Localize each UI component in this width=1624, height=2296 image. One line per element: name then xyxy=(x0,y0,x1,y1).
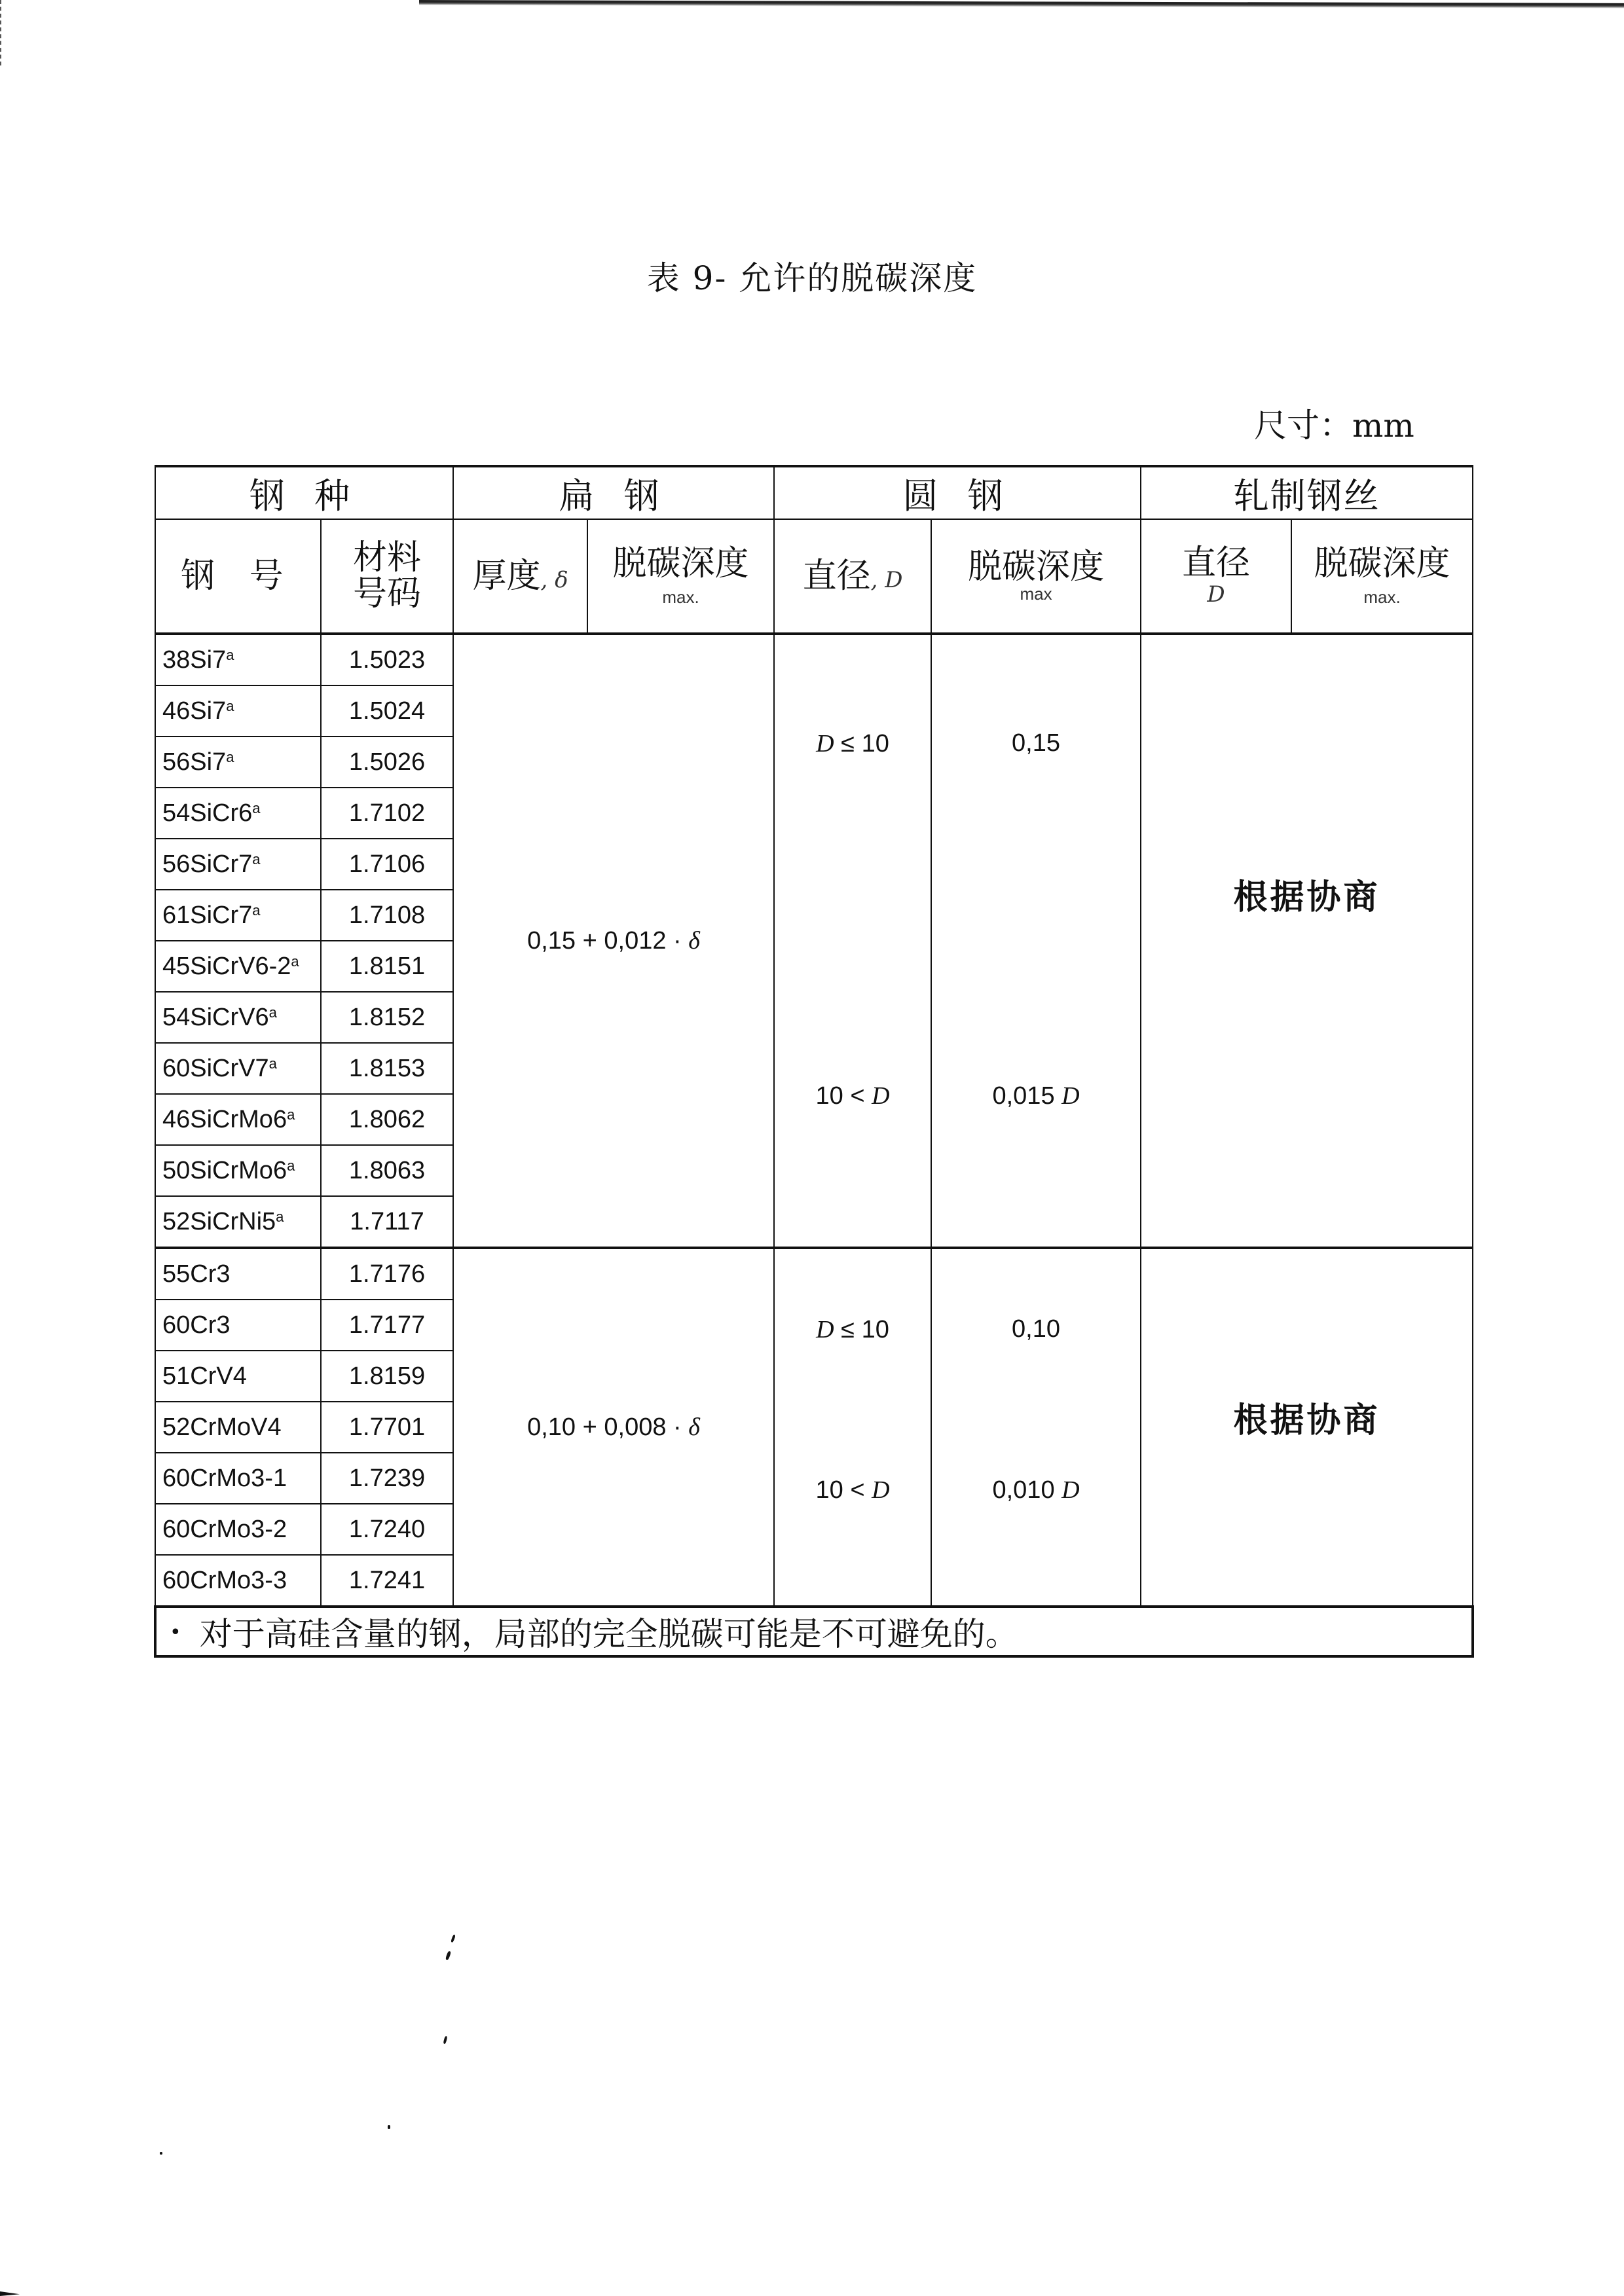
round-diameter-stack xyxy=(775,642,931,1239)
scan-speck xyxy=(451,1935,456,1943)
header-steel-name-label: 钢 号 xyxy=(181,556,295,596)
round-depth-value: 0,010 D xyxy=(992,1476,1080,1504)
steel-grade-cell xyxy=(155,1248,321,1300)
header-wire-diameter xyxy=(1141,519,1291,634)
material-number: 1.7239 xyxy=(321,1453,453,1504)
max-label: max xyxy=(1020,583,1052,604)
table-row xyxy=(155,634,1473,685)
footnote xyxy=(155,1607,1473,1656)
material-number: 1.8062 xyxy=(321,1094,453,1145)
scan-edge-artifact xyxy=(0,2291,20,2296)
material-number: 1.8153 xyxy=(321,1043,453,1094)
scan-speck xyxy=(388,2125,390,2129)
unit-label: 尺寸：mm xyxy=(1254,407,1414,445)
steel-grade-cell xyxy=(155,1453,321,1504)
material-number: 1.7176 xyxy=(321,1248,453,1300)
by-agreement-label: 根据协商 xyxy=(1233,1400,1380,1440)
flat-steel-formula: 0,10 + 0,008 · δ xyxy=(453,1248,774,1607)
header-flat-thickness-label: 厚度 xyxy=(472,556,541,596)
steel-grade: 45SiCrV6-2 xyxy=(162,952,291,980)
steel-grade-cell xyxy=(155,992,321,1043)
header-round-diameter-label: 直径 xyxy=(802,556,871,596)
header-flat-thickness xyxy=(453,519,587,634)
header-round-steel: 圆 钢 xyxy=(774,466,1141,519)
footnote-text: 对于高硅含量的钢，局部的完全脱碳可能是不可避免的。 xyxy=(199,1615,1018,1653)
scan-edge-artifact xyxy=(419,0,1624,9)
footnote-marker: a xyxy=(276,1208,284,1225)
footnote-marker: a xyxy=(287,1157,295,1174)
steel-grade-cell xyxy=(155,1351,321,1402)
decarburization-table xyxy=(154,465,1474,1658)
steel-grade-cell xyxy=(155,890,321,941)
material-number: 1.7701 xyxy=(321,1402,453,1453)
steel-grade: 55Cr3 xyxy=(162,1260,231,1288)
steel-grade: 54SiCr6 xyxy=(162,799,253,827)
table-row xyxy=(155,1248,1473,1300)
round-diameter-condition: D ≤ 10 xyxy=(816,1316,889,1344)
steel-grade: 60CrMo3-1 xyxy=(162,1464,287,1492)
material-number: 1.7102 xyxy=(321,788,453,839)
header-flat-depth-label: 脱碳深度 xyxy=(612,544,749,584)
round-depth-cell xyxy=(931,1248,1141,1607)
wire-rod-cell xyxy=(1141,634,1473,1248)
round-depth-value: 0,015 D xyxy=(992,1082,1080,1110)
steel-grade: 56SiCr7 xyxy=(162,850,253,878)
material-number: 1.7241 xyxy=(321,1555,453,1607)
header-round-depth-label: 脱碳深度 xyxy=(968,547,1105,587)
scan-speck xyxy=(160,2152,162,2155)
material-number: 1.7117 xyxy=(321,1196,453,1248)
max-label: max. xyxy=(1363,587,1401,607)
round-diameter-cell xyxy=(774,634,931,1248)
steel-grade: 60Cr3 xyxy=(162,1311,231,1339)
d-symbol: D xyxy=(1207,581,1225,608)
footnote-marker: a xyxy=(252,902,261,919)
round-diameter-condition: 10 < D xyxy=(815,1476,890,1504)
round-depth-value: 0,15 xyxy=(1012,729,1061,757)
steel-grade: 38Si7 xyxy=(162,646,227,674)
footnote-row xyxy=(155,1607,1473,1656)
steel-grade-cell xyxy=(155,1094,321,1145)
footnote-bullet: • xyxy=(170,1621,181,1644)
steel-grade-cell xyxy=(155,1504,321,1555)
material-number: 1.8151 xyxy=(321,941,453,992)
material-number: 1.8159 xyxy=(321,1351,453,1402)
by-agreement-label: 根据协商 xyxy=(1233,877,1380,917)
steel-grade: 54SiCrV6 xyxy=(162,1003,269,1031)
wire-rod-stack xyxy=(1141,1253,1472,1601)
header-steel-type: 钢 种 xyxy=(155,466,453,519)
round-diameter-condition: 10 < D xyxy=(815,1082,890,1110)
steel-grade: 52CrMoV4 xyxy=(162,1413,282,1441)
round-depth-value: 0,10 xyxy=(1012,1315,1061,1343)
flat-steel-formula: 0,15 + 0,012 · δ xyxy=(453,634,774,1248)
steel-grade: 51CrV4 xyxy=(162,1362,247,1390)
delta-symbol: , δ xyxy=(540,566,568,593)
steel-grade-cell xyxy=(155,1402,321,1453)
footnote-marker: a xyxy=(291,953,299,970)
material-number: 1.7177 xyxy=(321,1300,453,1351)
steel-grade: 46Si7 xyxy=(162,697,227,725)
material-number: 1.7108 xyxy=(321,890,453,941)
material-number: 1.5024 xyxy=(321,685,453,737)
max-label: max. xyxy=(662,587,699,607)
footnote-marker: a xyxy=(287,1106,295,1123)
header-wire-depth xyxy=(1291,519,1473,634)
footnote-marker: a xyxy=(226,697,234,714)
material-number: 1.7240 xyxy=(321,1504,453,1555)
steel-grade-cell xyxy=(155,737,321,788)
table-title: 表 9- 允许的脱碳深度 xyxy=(646,259,978,297)
header-round-depth xyxy=(931,519,1141,634)
header-flat-steel: 扁 钢 xyxy=(453,466,774,519)
header-wire-rod: 轧制钢丝 xyxy=(1141,466,1473,519)
footnote-marker: a xyxy=(226,748,234,765)
footnote-marker: a xyxy=(268,1004,277,1021)
steel-grade: 46SiCrMo6 xyxy=(162,1105,287,1133)
header-material-number xyxy=(321,519,453,634)
header-wire-diameter-label: 直径 xyxy=(1182,543,1251,583)
footnote-marker: a xyxy=(226,646,234,663)
steel-grade-cell xyxy=(155,839,321,890)
header-steel-name xyxy=(155,519,321,634)
steel-grade: 50SiCrMo6 xyxy=(162,1156,287,1184)
header-flat-depth xyxy=(587,519,774,634)
scan-edge-artifact xyxy=(0,0,3,65)
material-number: 1.8063 xyxy=(321,1145,453,1196)
steel-grade: 52SiCrNi5 xyxy=(162,1207,276,1235)
material-number: 1.5023 xyxy=(321,634,453,685)
steel-grade-cell xyxy=(155,1555,321,1607)
header-round-diameter xyxy=(774,519,931,634)
material-number: 1.8152 xyxy=(321,992,453,1043)
round-depth-stack xyxy=(932,1253,1140,1601)
steel-grade: 60SiCrV7 xyxy=(162,1054,269,1082)
material-number: 1.7106 xyxy=(321,839,453,890)
header-wire-depth-label: 脱碳深度 xyxy=(1314,544,1450,584)
steel-grade-cell xyxy=(155,1300,321,1351)
steel-grade: 56Si7 xyxy=(162,748,227,776)
wire-rod-cell xyxy=(1141,1248,1473,1607)
round-depth-cell xyxy=(931,634,1141,1248)
steel-grade: 60CrMo3-3 xyxy=(162,1566,287,1594)
footnote-marker: a xyxy=(252,799,261,816)
scan-speck xyxy=(445,1951,451,1961)
steel-grade-cell xyxy=(155,1196,321,1248)
d-symbol: , D xyxy=(870,566,903,593)
steel-grade-cell xyxy=(155,685,321,737)
steel-grade-cell xyxy=(155,788,321,839)
steel-grade-cell xyxy=(155,634,321,685)
steel-grade-cell xyxy=(155,1043,321,1094)
footnote-marker: a xyxy=(252,850,261,867)
round-diameter-stack xyxy=(775,1253,931,1601)
scan-speck xyxy=(443,2036,448,2045)
round-diameter-cell xyxy=(774,1248,931,1607)
footnote-marker: a xyxy=(268,1055,277,1072)
header-material-number-label: 材料号码 xyxy=(352,538,421,613)
round-diameter-condition: D ≤ 10 xyxy=(816,730,889,758)
steel-grade: 60CrMo3-2 xyxy=(162,1515,287,1543)
steel-grade-cell xyxy=(155,941,321,992)
round-depth-stack xyxy=(932,642,1140,1239)
steel-grade: 61SiCr7 xyxy=(162,901,253,929)
material-number: 1.5026 xyxy=(321,737,453,788)
wire-rod-stack xyxy=(1141,642,1472,1239)
steel-grade-cell xyxy=(155,1145,321,1196)
